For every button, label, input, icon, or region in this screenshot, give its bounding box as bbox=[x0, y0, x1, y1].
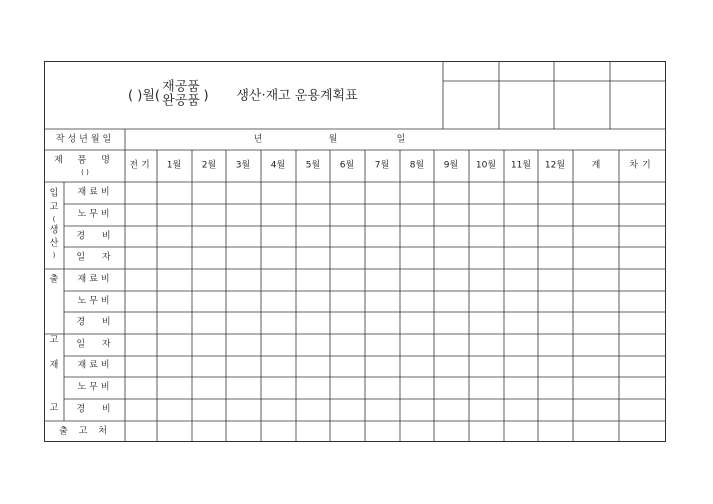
col-header-m6: 6월 bbox=[339, 160, 355, 171]
col-header-m9: 9월 bbox=[443, 160, 459, 171]
row-label-material: 재료비 bbox=[77, 360, 113, 371]
date-day: 일 bbox=[396, 134, 406, 145]
col-header-m7: 7월 bbox=[374, 160, 390, 171]
row-label-material: 재료비 bbox=[77, 187, 113, 198]
section-receipt-char-3: 생 bbox=[49, 225, 59, 236]
row-label-expense: 경 비 bbox=[76, 404, 118, 415]
date-year: 년 bbox=[253, 134, 263, 145]
row-label-days: 일 자 bbox=[76, 252, 118, 263]
section-stock-char-2: 고 bbox=[49, 403, 59, 414]
page-title: 생산·재고 운용계획표 bbox=[236, 88, 358, 104]
col-header-m4: 4월 bbox=[270, 160, 286, 171]
col-header-m11: 11월 bbox=[510, 160, 532, 171]
row-label-material: 재료비 bbox=[77, 274, 113, 285]
title-variant-finished: 완공품 bbox=[162, 93, 200, 109]
date-label: 작성년월일 bbox=[55, 134, 115, 145]
shipment-label: 출 고 처 bbox=[59, 426, 111, 437]
product-name-label: 제 품 명 bbox=[54, 155, 116, 166]
section-issue-char-2: 고 bbox=[49, 335, 59, 346]
section-receipt-paren-open: ( bbox=[52, 215, 56, 224]
col-header-m12: 12월 bbox=[544, 160, 566, 171]
row-label-days: 일 자 bbox=[76, 339, 118, 350]
date-month: 월 bbox=[328, 134, 338, 145]
col-header-m10: 10월 bbox=[475, 160, 497, 171]
production-inventory-plan-form bbox=[44, 61, 666, 442]
title-close-paren: ) bbox=[203, 88, 209, 104]
section-receipt-char-1: 입 bbox=[49, 188, 59, 199]
title-month-prefix: ( )월( bbox=[128, 88, 160, 104]
col-header-previous: 전기 bbox=[129, 160, 153, 171]
col-header-m2: 2월 bbox=[201, 160, 217, 171]
row-label-labor: 노무비 bbox=[77, 209, 113, 220]
col-header-total: 계 bbox=[591, 160, 601, 171]
form-grid-lines bbox=[44, 61, 666, 442]
row-label-expense: 경 비 bbox=[76, 317, 118, 328]
section-receipt-char-2: 고 bbox=[49, 202, 59, 213]
row-label-expense: 경 비 bbox=[76, 231, 118, 242]
product-name-paren: ( ) bbox=[81, 168, 89, 177]
section-issue-char-1: 출 bbox=[49, 274, 59, 285]
col-header-next: 차기 bbox=[629, 160, 655, 171]
section-receipt-char-4: 산 bbox=[49, 238, 59, 249]
section-stock-char-1: 재 bbox=[49, 360, 59, 371]
col-header-m8: 8월 bbox=[409, 160, 425, 171]
col-header-m5: 5월 bbox=[305, 160, 321, 171]
col-header-m3: 3월 bbox=[235, 160, 251, 171]
row-label-labor: 노무비 bbox=[77, 382, 113, 393]
title-variant-wip: 재공품 bbox=[162, 79, 200, 95]
section-receipt-paren-close: ) bbox=[52, 251, 56, 260]
col-header-m1: 1월 bbox=[166, 160, 182, 171]
row-label-labor: 노무비 bbox=[77, 296, 113, 307]
